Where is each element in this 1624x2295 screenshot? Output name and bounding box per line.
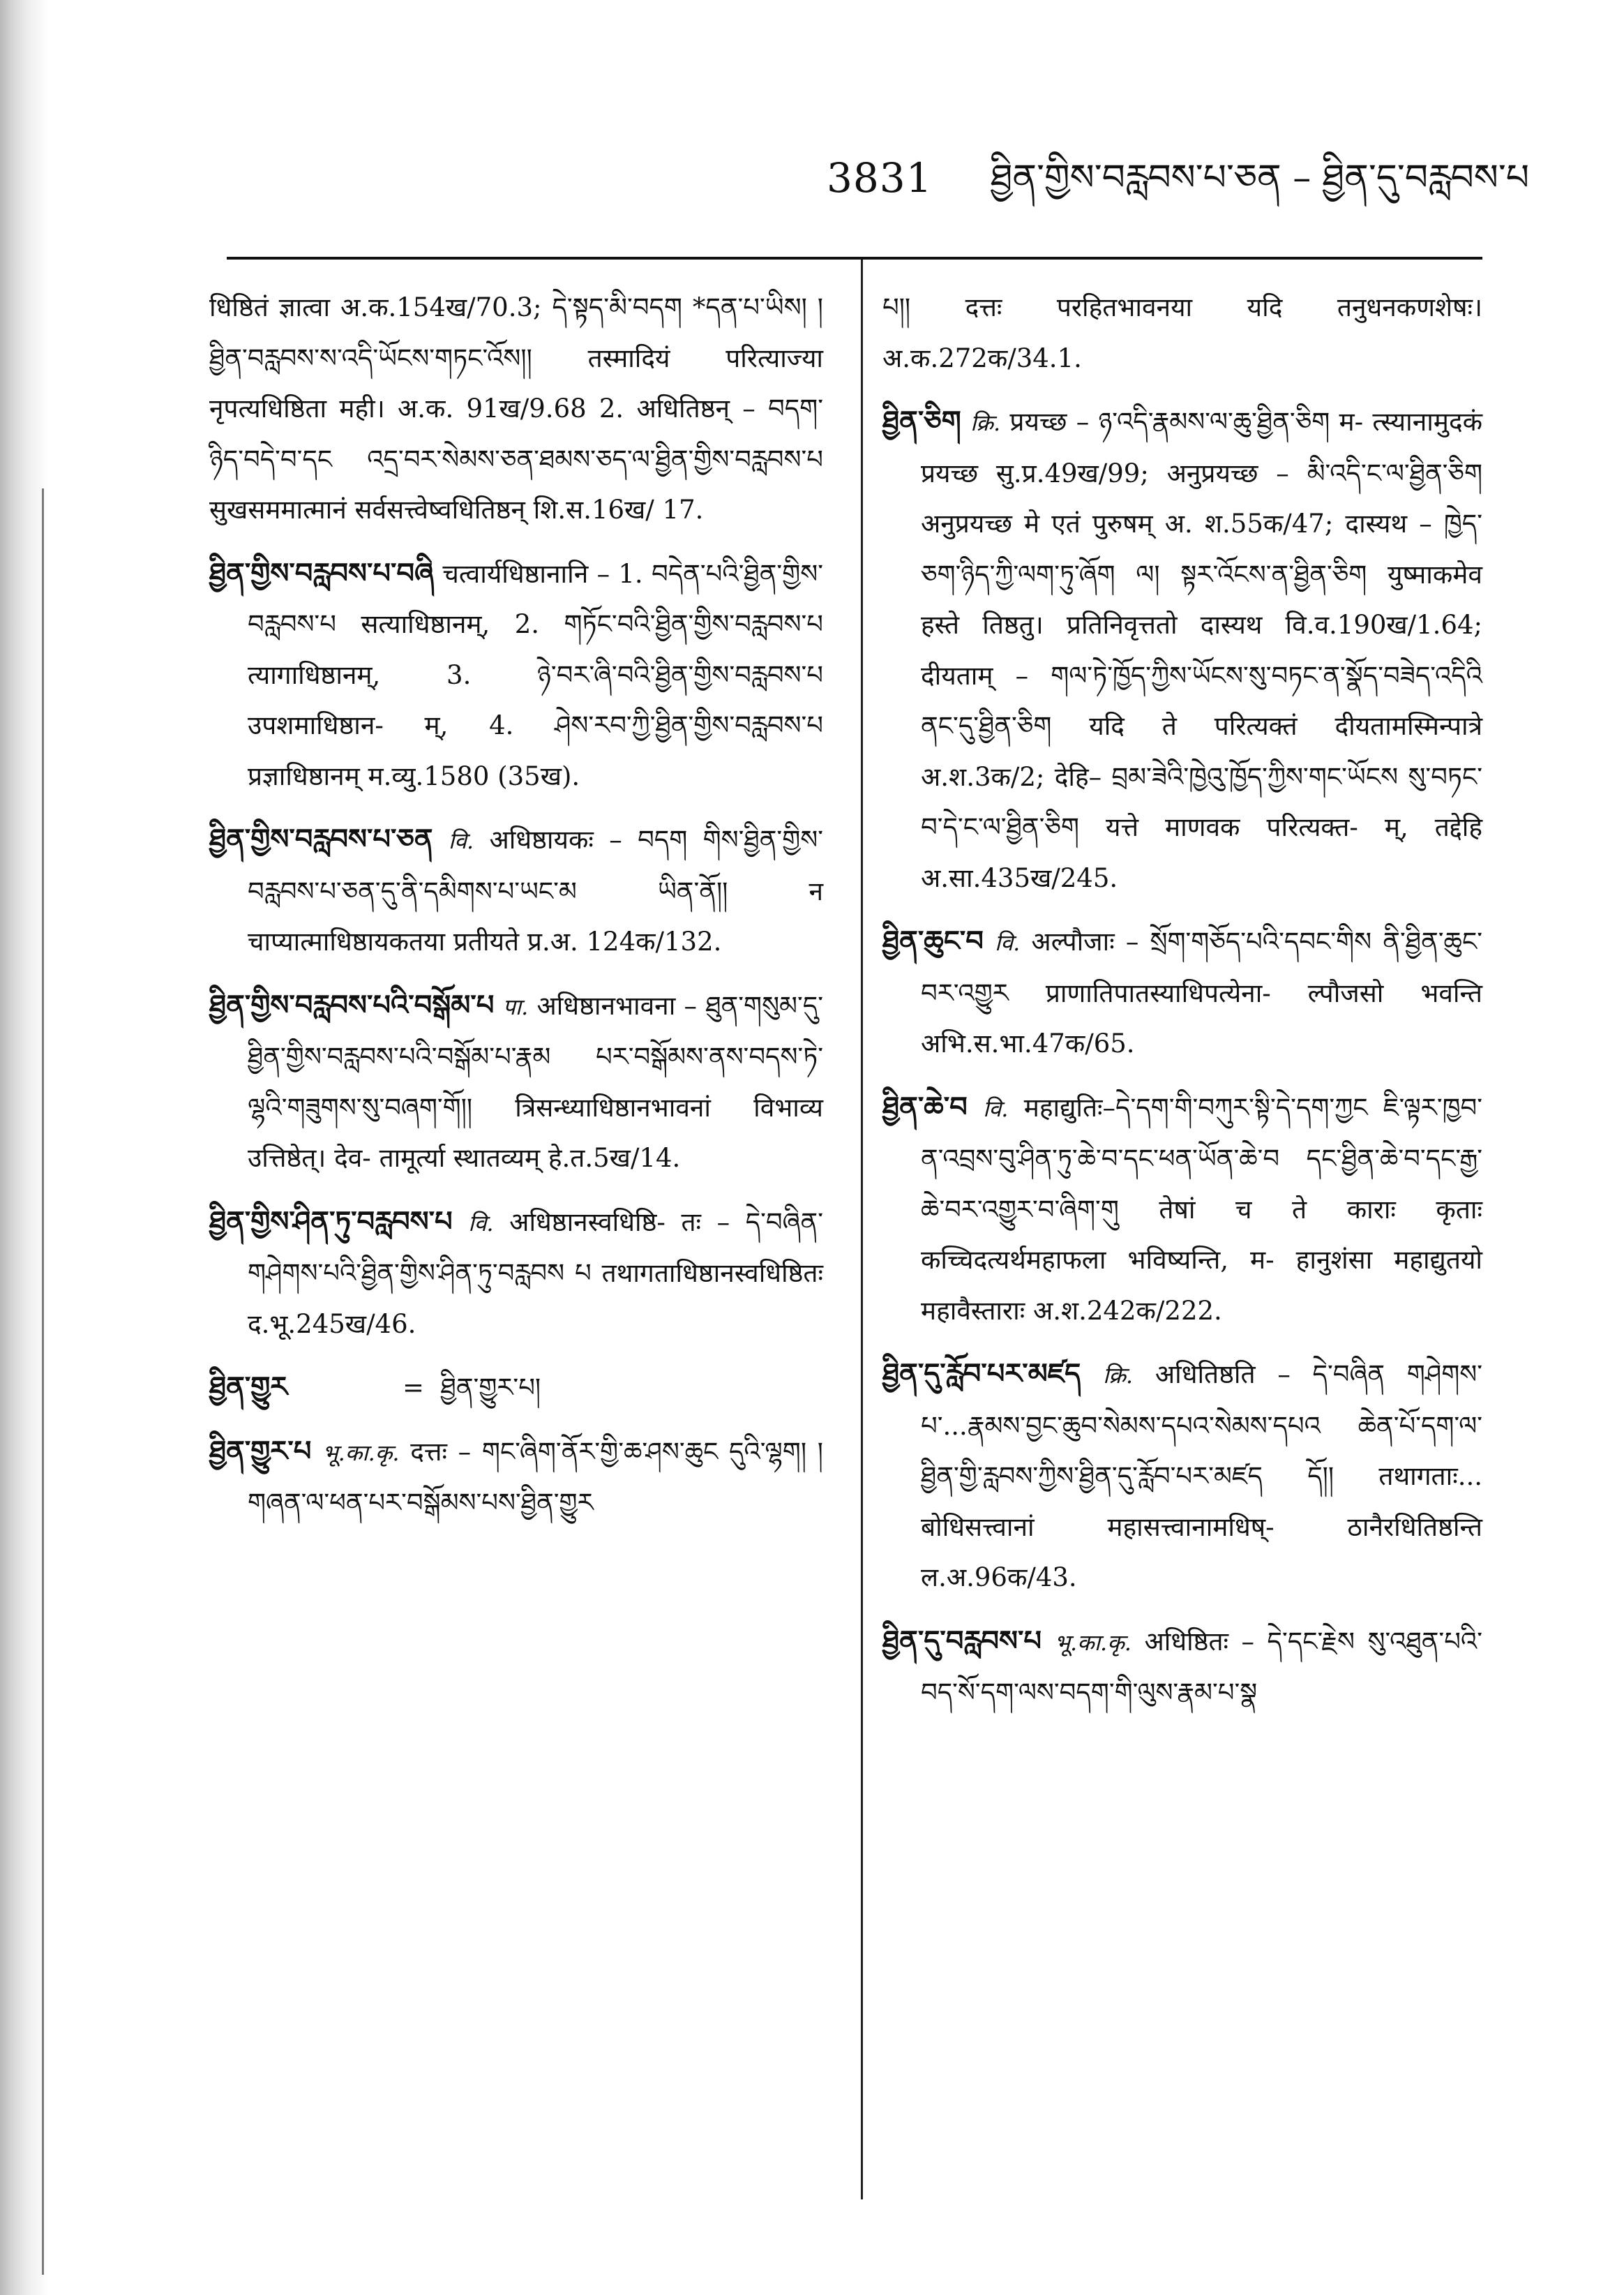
page-number: 3831 — [827, 154, 933, 202]
definition: महाद्युतिः–དེ་དག་གི་བཀུར་སྟི་དེ་དག་ཀྱང ཇི་ལྟར་ཁྱབ་ན་འབྲས་བུ་ཤིན་ཏུ་ཆེ་བ་དང་ཕན་ཡོན་ཆེ་བ དང་ཐྱིན་ཆེ་བ་དང་རྒྱ་ཆེ་བར་འགྱུར་བ་ཞིག་གུ तेषां च ते काराः कृताः कच्चिदत्यर्थमहाफला भविष्यन्ति, म- हानुशंसा महाद्युतयो महावैस्ताराः अ.श.242क/222. — [921, 1092, 1483, 1326]
dictionary-entry — [209, 1426, 823, 1529]
grammar-label: वि. — [448, 828, 474, 854]
headword: ཐྱིན་གྱིས་བརླབས་པ་ཅན — [209, 823, 433, 855]
right-column — [882, 283, 1482, 1719]
dictionary-entry — [882, 1082, 1482, 1337]
continuation-text: धिष्ठितं ज्ञात्वा अ.क.154ख/70.3; དེ་སྟད་མི་བདག *དན་པ་ཡིས། །ཐྱིན་བརླབས་ས་འདི་ཡོངས་གཏང་འོས།། तस्मादियं परित्याज्या नृपत्यधिष्ठिता मही। अ.क. 91ख/9.68 2. अधितिष्ठन् – བདག་ཉིད་བདེ་བ་དང འདྲ་བར་སེམས་ཅན་ཐམས་ཅད་ལ་ཐྱིན་གྱིས་བརླབས་པ सुखसममात्मानं सर्वसत्त्वेष्वधितिष्ठन् शि.स.16ख/ 17. — [209, 292, 823, 525]
column-divider — [861, 260, 863, 2199]
definition: प्रयच्छ – ཉ་འདི་རྣམས་ལ་ཆུ་ཐྱིན་ཅིག म- त्स्यानामुदकं प्रयच्छ सु.प्र.49ख/99; अनुप्रयच्छ – མི་འདི་ང་ལ་ཐྱིན་ཅིག अनुप्रयच्छ मे एतं पुरुषम् अ. श.55क/47; दास्यथ – ཁྱེད་ཅག་ཉིད་ཀྱི་ལག་ཏུ་ཞོག ལ། སྟར་འོངས་ན་ཐྱིན་ཅིག युष्माकमेव हस्ते तिष्ठतु। प्रतिनिवृत्ततो दास्यथ वि.व.190ख/1.64; दीयताम् – གལ་ཏེ་ཁྱོད་ཀྱིས་ཡོངས་སུ་བཏང་ན་སྣོད་བཟེད་འདིའི ནང་དུ་ཐྱིན་ཅིག यदि ते परित्यक्तं दीयतामस्मिन्पात्रे अ.श.3क/2; देहि– བྲམ་ཟེའི་ཁྱེའུ་ཁྱོད་ཀྱིས་གང་ཡོངས སུ་བཏང་བ་དེ་ང་ལ་ཐྱིན་ཅིག यत्ते माणवक परित्यक्त- म्, तद्देहि अ.सा.435ख/245. — [921, 407, 1483, 893]
headword: ཐྱིན་ཆེ་བ — [882, 1090, 968, 1123]
dictionary-entry — [882, 916, 1482, 1070]
continuation-text: པ།། दत्तः परहितभावनया यदि तनुधनकणशेषः। अ.क.272क/34.1. — [882, 292, 1482, 373]
grammar-label: भू.का.कृ. — [322, 1439, 400, 1466]
dictionary-entry — [209, 548, 823, 802]
definition: अधिष्ठानभावना – ཐུན་གསུམ་དུ་ཐྱིན་གྱིས་བརླབས་པའི་བསྒོམ་པ་རྣམ པར་བསྒོམས་ནས་བདས་ཏེ་ལྷའི་གཟུགས་སུ་བཞག་གོ།། त्रिसन्ध्याधिष्ठानभावनां विभाव्य उत्तिष्ठेत्। देव- तामूर्त्या स्थातव्यम् हे.त.5ख/14. — [248, 990, 823, 1173]
dictionary-entry — [882, 396, 1482, 904]
dictionary-entry — [209, 1197, 823, 1350]
dictionary-entry — [209, 980, 823, 1184]
headword: ཐྱིན་གྱུར — [209, 1370, 288, 1403]
headword: ཐྱིན་གྱིས་ཤིན་ཏུ་བརླབས་པ — [209, 1204, 453, 1238]
headword: ཐྱིན་ཅིག — [882, 405, 961, 438]
definition: अधिष्ठानस्वधिष्ठि- तः – དེ་བཞིན་གཤེགས་པའི་ཐྱིན་གྱིས་ཤིན་ཏུ་བརླབས པ तथागताधिष्ठानस्वधिष्ठितः द.भू.245ख/46. — [248, 1206, 823, 1339]
definition: दत्तः – གང་ཞིག་ནོར་གྱི་ཆ་ཤས་ཆུང དུའི་ལྷག། །གཞན་ལ་ཕན་པར་བསྒོམས་པས་ཐྱིན་གྱུར — [248, 1436, 823, 1518]
definition: अधितिष्ठति – དེ་བཞིན གཤེགས་པ་...རྣམས་བྱང་ཆུབ་སེམས་དཔའ་སེམས་དཔའ ཆེན་པོ་དག་ལ་ཐྱིན་གྱི་རླབས་ཀྱིས་ཐྱིན་དུ་རློབ་པར་མཛད དོ།། तथागताः... बोधिसत्त्वानां महासत्त्वानामधिष्- ठानैरधितिष्ठन्ति ल.अ.96क/43. — [921, 1359, 1482, 1592]
running-head: ཐྱིན་གྱིས་བརླབས་པ་ཅན – ཐྱིན་དུ་བརླབས་པ — [991, 157, 1530, 199]
headword: ཐྱིན་དུ་རློབ་པར་མཛད — [882, 1357, 1081, 1390]
definition: चत्वार्यधिष्ठानानि – 1. བདེན་པའི་ཐྱིན་གྱིས་བརླབས་པ सत्याधिष्ठानम्, 2. གཏོང་བའི་ཐྱིན་གྱིས་བརླབས་པ त्यागाधिष्ठानम्, 3. ཉེ་བར་ཞི་བའི་ཐྱིན་གྱིས་བརླབས་པ उपशमाधिष्ठान- म्, 4. ཤེས་རབ་ཀྱི་ཐྱིན་གྱིས་བརླབས་པ प्रज्ञाधिष्ठानम् म.व्यु.1580 (35ख). — [248, 558, 823, 791]
definition: अल्पौजाः – སྲོག་གཅོད་པའི་དབང་གིས ནི་ཐྱིན་ཆུང་བར་འགྱུར प्राणातिपातस्याधिपत्येना- ल्पौजसो भवन्ति अभि.स.भा.47क/65. — [921, 927, 1482, 1059]
grammar-label: वि. — [983, 1095, 1009, 1122]
dictionary-entry — [882, 1616, 1482, 1719]
left-column — [209, 283, 823, 1529]
page-header — [0, 143, 1624, 220]
scan-edge-line — [42, 488, 44, 2275]
grammar-label: क्रि. — [970, 410, 1001, 436]
header-rule — [227, 257, 1482, 260]
grammar-label: क्रि. — [1103, 1362, 1134, 1389]
headword: ཐྱིན་ཆུང་བ — [882, 925, 984, 957]
headword: ཐྱིན་གྱིས་བརླབས་པའི་བསྒོམ་པ — [209, 988, 495, 1022]
grammar-label: वि. — [995, 929, 1021, 956]
headword: ཐྱིན་དུ་བརླབས་པ — [882, 1624, 1042, 1657]
dictionary-entry — [882, 1349, 1482, 1603]
headword: ཐྱིན་གྱིས་བརླབས་པ་བཞི — [209, 556, 435, 590]
definition: अधिष्ठायकः – བདག གིས་ཐྱིན་གྱིས་བརླབས་པ་ཅན་དུ་ནི་དམིགས་པ་ཡང་མ ཡིན་ནོ།། न चाप्यात्माधिष्ठायकतया प्रतीयते प्र.अ. 124क/132. — [248, 825, 823, 957]
grammar-label: वि. — [468, 1209, 494, 1236]
grammar-label: भू.का.कृ. — [1054, 1629, 1131, 1656]
cross-reference-entry — [209, 1362, 823, 1414]
grammar-label: पा. — [502, 993, 529, 1020]
cross-reference: = ཐྱིན་གྱུར་པ། — [403, 1373, 541, 1403]
definition: अधिष्ठितः – དེ་དང་རྗེས སུ་འཐུན་པའི་བད་སོ་དག་ལས་བདག་གི་ལུས་རྣམ་པ་སྣ — [921, 1626, 1483, 1707]
headword: ཐྱིན་གྱུར་པ — [209, 1434, 312, 1467]
dictionary-entry — [209, 814, 823, 968]
